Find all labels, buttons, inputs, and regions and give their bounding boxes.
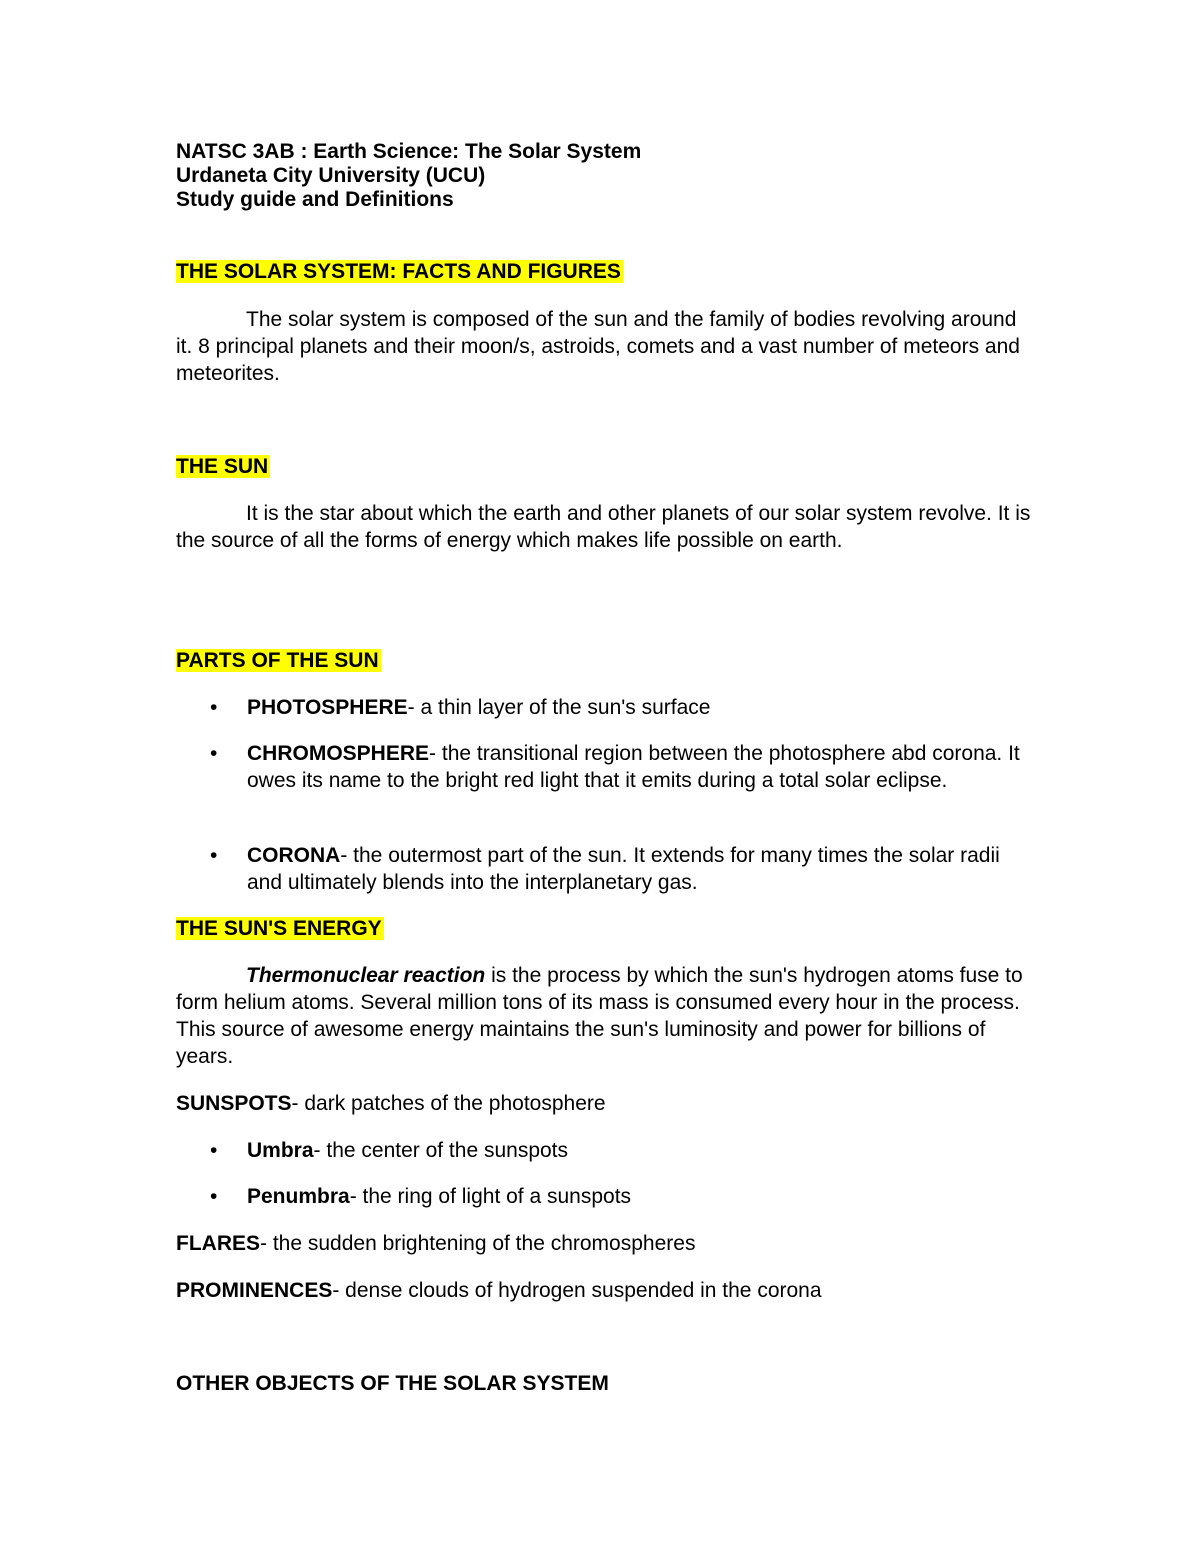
definition-flares: FLARES- the sudden brightening of the chromospheres [176,1232,696,1255]
definition-sunspots: SUNSPOTS- dark patches of the photosphere [176,1092,606,1115]
section-heading-suns-energy: THE SUN'S ENERGY [176,917,382,940]
section-body-suns-energy: Thermonuclear reaction is the process by which the sun's hydrogen atoms fuse to form helium atoms. Several million tons of its mass is consumed every hour in the process. This source of awesome energy maintains the sun's luminosity and power for billions of years. [176,964,1023,1068]
document-header [176,140,1036,212]
definition-prominences: PROMINENCES- dense clouds of hydrogen suspended in the corona [176,1279,822,1302]
university-name: Urdaneta City University (UCU) [176,164,486,187]
course-title: NATSC 3AB : Earth Science: The Solar System [176,140,642,163]
bullet-icon: • [210,1139,218,1162]
term-thermonuclear-reaction: Thermonuclear reaction [246,964,486,987]
document-subtitle: Study guide and Definitions [176,188,454,211]
bullet-icon: • [210,1185,218,1208]
section-body-the-sun: It is the star about which the earth and other planets of our solar system revolve. It is the source of all the forms of energy which makes life possible on earth. [176,502,1031,552]
bullet-icon: • [210,742,218,765]
bullet-icon: • [210,844,218,867]
document-page: NATSC 3AB : Earth Science: The Solar System Urdaneta City University (UCU) Study guide and Definitions THE SOLAR SYSTEM: FACTS AND FIGURES The solar system is composed of the sun and the family of bodies revolving around it. 8 principal planets and their moon/s, astroids, comets and a vast number of meteors and meteorites. THE SUN It is the star about which the earth and other planets of our solar system revolve. It is the source of all the forms of energy which makes life possible on earth. PARTS OF THE SUN • PHOTOSPHERE- a thin layer of the sun's surface • CHROMOSPHERE- the transitional region between the photosphere abd corona. It owes its name to the bright red light that it emits during a total solar eclipse. • CORONA- the outermost part of the sun. It extends for many times the solar radii and ultimately blends into the interplanetary gas. THE SUN'S ENERGY Thermonuclear reaction is the process by which the sun's hydrogen atoms fuse to form helium atoms. Several million tons of its mass is consumed every hour in the process. This source of awesome energy maintains the sun's luminosity and power for billions of years. SUNSPOTS- dark patches of the photosphere • Umbra- the center of the sunspots • Penumbra- the ring of light of a sunspots FLARES- the sudden brightening of the chromospheres PROMINENCES- dense clouds of hydrogen suspended in the corona OTHER OBJECTS OF THE SOLAR SYSTEM [0,0,1200,1553]
bullet-icon: • [210,696,218,719]
section-heading-the-sun: THE SUN [176,455,269,478]
section-heading-other-objects: OTHER OBJECTS OF THE SOLAR SYSTEM [176,1372,609,1395]
section-heading-solar-system: THE SOLAR SYSTEM: FACTS AND FIGURES [176,260,621,283]
section-body-solar-system: The solar system is composed of the sun and the family of bodies revolving around it. 8 principal planets and their moon/s, astroids, comets and a vast number of meteors and meteorites. [176,308,1020,385]
section-heading-parts-of-sun: PARTS OF THE SUN [176,649,379,672]
